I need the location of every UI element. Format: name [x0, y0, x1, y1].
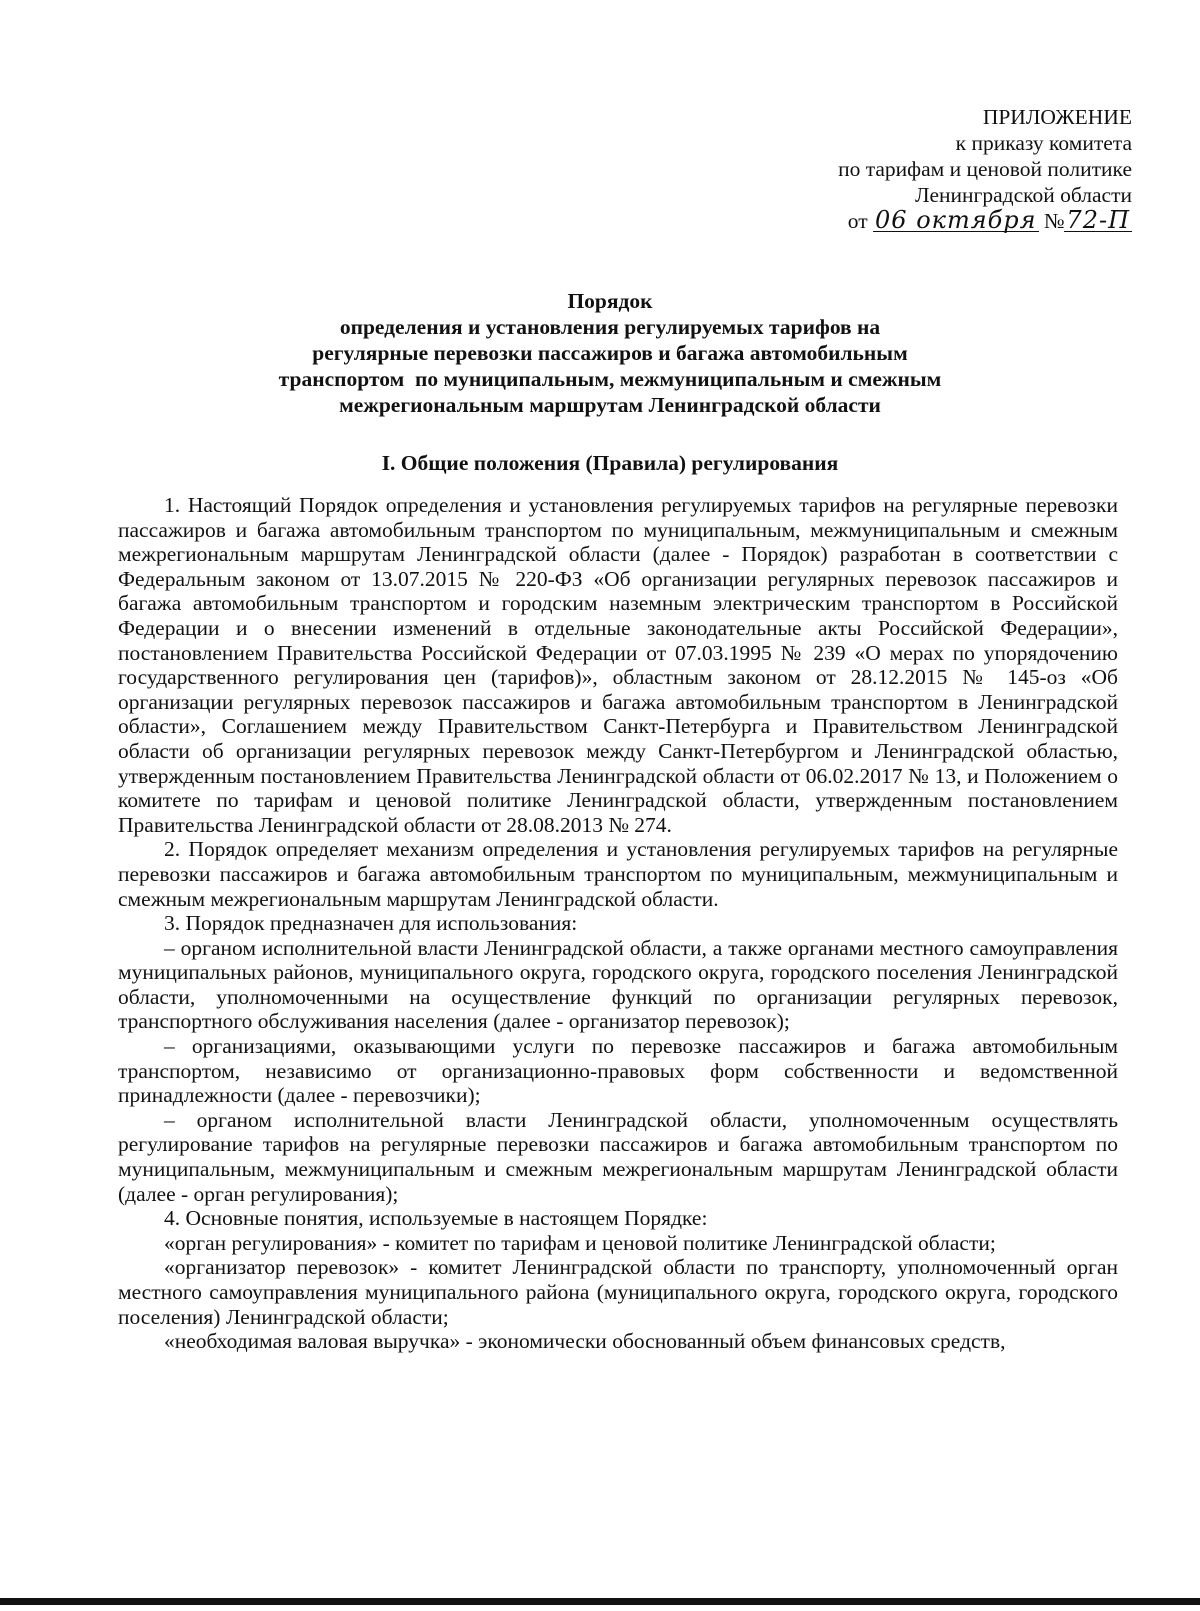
handwritten-number: 72-П [1066, 206, 1130, 234]
number-prefix: № [1043, 209, 1065, 233]
appendix-line-1: к приказу комитета [955, 131, 1132, 155]
list-item-organizer: – органом исполнительной власти Ленинградской области, а также органами местного самоуправления муниципальных районов, муниципального округа, городского округа, городского поселения Ленинградской области, уполномоченными на осуществление функций по организации регулярных перевозок, транспортного обслуживания населения (далее - организатор перевозок); [118, 935, 1118, 1034]
definition-organizer: «организатор перевозок» - комитет Ленинградской области по транспорту, уполномоченный орган местного самоуправления муниципального района (муниципального округа, городского округа, городского поселения) Ленинградской области; [118, 1255, 1118, 1329]
paragraph-1: 1. Настоящий Порядок определения и установления регулируемых тарифов на регулярные перевозки пассажиров и багажа автомобильным транспортом по муниципальным, межмуниципальным и смежным межрегиональным маршрутам Ленинградской области (далее - Порядок) разработан в соответствии с Федеральным законом от 13.07.2015 № 220-ФЗ «Об организации регулярных перевозок пассажиров и багажа автомобильным транспортом и городским наземным электрическим транспортом в Российской Федерации и о внесении изменений в отдельные законодательные акты Российской Федерации», постановлением Правительства Российской Федерации от 07.03.1995 № 239 «О мерах по упорядочению государственного регулирования цен (тарифов)», областным законом от 28.12.2015 № 145-оз «Об организации регулярных перевозок пассажиров и багажа автомобильным транспортом в Ленинградской области», Соглашением между Правительством Санкт-Петербурга и Правительством Ленинградской области об организации регулярных перевозок между Санкт-Петербургом и Ленинградской областью, утвержденным постановлением Правительства Ленинградской области от 06.02.2017 № 13, и Положением о комитете по тарифам и ценовой политике Ленинградской области, утвержденным постановлением Правительства Ленинградской области от 28.08.2013 № 274. [118, 493, 1118, 837]
paragraph-2: 2. Порядок определяет механизм определения и установления регулируемых тарифов на регулярные перевозки пассажиров и багажа автомобильным транспортом по муниципальным, межмуниципальным и смежным межрегиональным маршрутам Ленинградской области. [118, 837, 1118, 911]
appendix-block [712, 104, 1132, 234]
handwritten-date: 06 октября [875, 206, 1037, 234]
paragraph-4: 4. Основные понятия, используемые в настоящем Порядке: [164, 1206, 708, 1231]
appendix-line-2: по тарифам и ценовой политике [838, 157, 1132, 181]
definition-revenue: «необходимая валовая выручка» - экономически обоснованный объем финансовых средств, [164, 1329, 1006, 1354]
title-line-2: определения и установления регулируемых тарифов на [339, 315, 881, 339]
appendix-line-3: Ленинградской области [915, 183, 1132, 207]
title-line-4: транспортом по муниципальным, межмуниципальным и смежным [278, 367, 942, 391]
list-item-regulator: – органом исполнительной власти Ленинградской области, уполномоченным осуществлять регулирование тарифов на регулярные перевозки пассажиров и багажа автомобильным транспортом по муниципальным, межмуниципальным и смежным межрегиональным маршрутам Ленинградской области (далее - орган регулирования); [118, 1107, 1118, 1206]
section-heading: I. Общие положения (Правила) регулирования [381, 451, 839, 475]
appendix-label: ПРИЛОЖЕНИЕ [982, 105, 1132, 129]
paragraph-3: 3. Порядок предназначен для использования: [164, 911, 578, 936]
definition-regulator: «орган регулирования» - комитет по тарифам и ценовой политике Ленинградской области; [164, 1230, 996, 1255]
scan-bottom-edge [0, 1598, 1200, 1605]
title-line-3: регулярные перевозки пассажиров и багажа автомобильным [312, 341, 908, 365]
title-line-5: межрегиональным маршрутам Ленинградской области [339, 393, 881, 417]
document-title [110, 288, 1110, 418]
document-body [118, 493, 1118, 1354]
appendix-date-line [712, 208, 1132, 234]
list-item-carriers: – организациями, оказывающими услуги по перевозке пассажиров и багажа автомобильным транспортом, независимо от организационно-правовых форм собственности и ведомственной принадлежности (далее - перевозчики); [118, 1034, 1118, 1108]
title-line-1: Порядок [567, 289, 653, 313]
from-prefix: от [847, 209, 868, 233]
